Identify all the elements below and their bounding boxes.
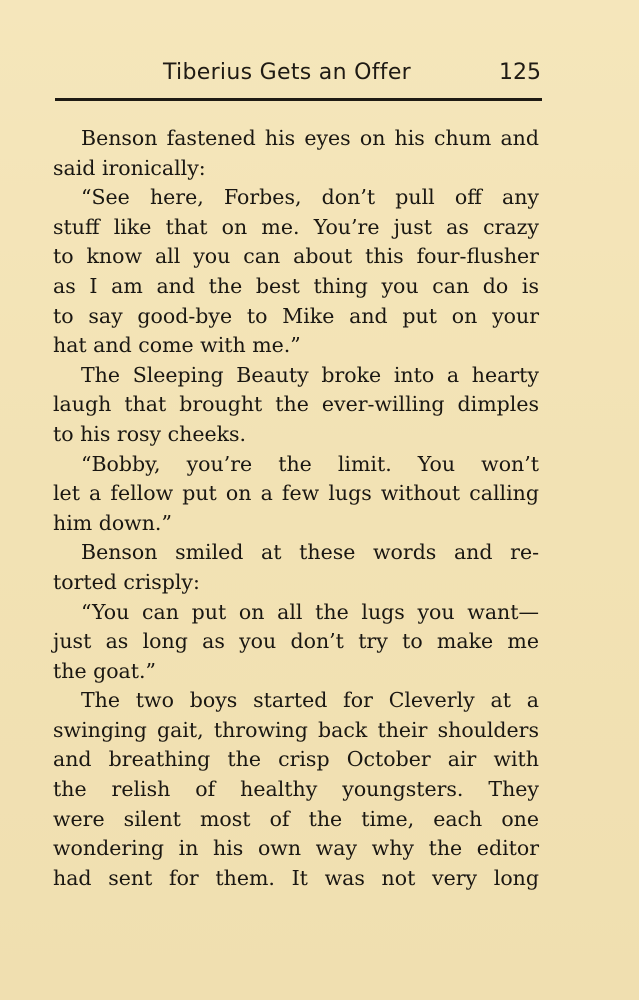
text-line: him down.” xyxy=(53,510,172,535)
text-line: and breathing the crisp October air with xyxy=(53,747,539,772)
text-line: The Sleeping Beauty broke into a hearty xyxy=(81,362,539,387)
text-line: torted crisply: xyxy=(53,569,200,594)
text-line: Benson fastened his eyes on his chum and xyxy=(81,126,539,150)
text-line: let a fellow put on a few lugs without calling xyxy=(53,481,539,506)
text-line: the goat.” xyxy=(53,658,157,683)
text-line: Benson smiled at these words and re- xyxy=(81,540,539,565)
text-line: the relish of healthy youngsters. They xyxy=(53,777,539,802)
text-line: to know all you can about this four-flusher xyxy=(53,244,539,269)
text-line: “See here, Forbes, don’t pull off any xyxy=(81,185,539,210)
body-text xyxy=(53,124,539,893)
text-line: stuff like that on me. You’re just as crazy xyxy=(53,214,539,239)
text-line: just as long as you don’t try to make me xyxy=(53,629,539,654)
text-line: as I am and the best thing you can do is xyxy=(53,273,539,298)
text-line: hat and come with me.” xyxy=(53,333,301,358)
text-line: to say good-bye to Mike and put on your xyxy=(53,303,539,328)
header-rule xyxy=(55,98,542,101)
text-line: had sent for them. It was not very long xyxy=(53,865,539,890)
running-title: Tiberius Gets an Offer xyxy=(163,60,411,85)
text-line: laugh that brought the ever-willing dimples xyxy=(53,392,539,417)
text-line: “You can put on all the lugs you want— xyxy=(81,599,539,624)
text-line: to his rosy cheeks. xyxy=(53,421,247,446)
page-header xyxy=(55,60,541,90)
text-line: were silent most of the time, each one xyxy=(53,806,539,831)
page-number: 125 xyxy=(499,60,541,85)
text-line: “Bobby, you’re the limit. You won’t xyxy=(81,451,539,476)
text-line: swinging gait, throwing back their shoulders xyxy=(53,717,539,742)
text-line: said ironically: xyxy=(53,155,206,180)
text-line: wondering in his own way why the editor xyxy=(53,836,539,861)
text-line: The two boys started for Cleverly at a xyxy=(81,688,539,713)
